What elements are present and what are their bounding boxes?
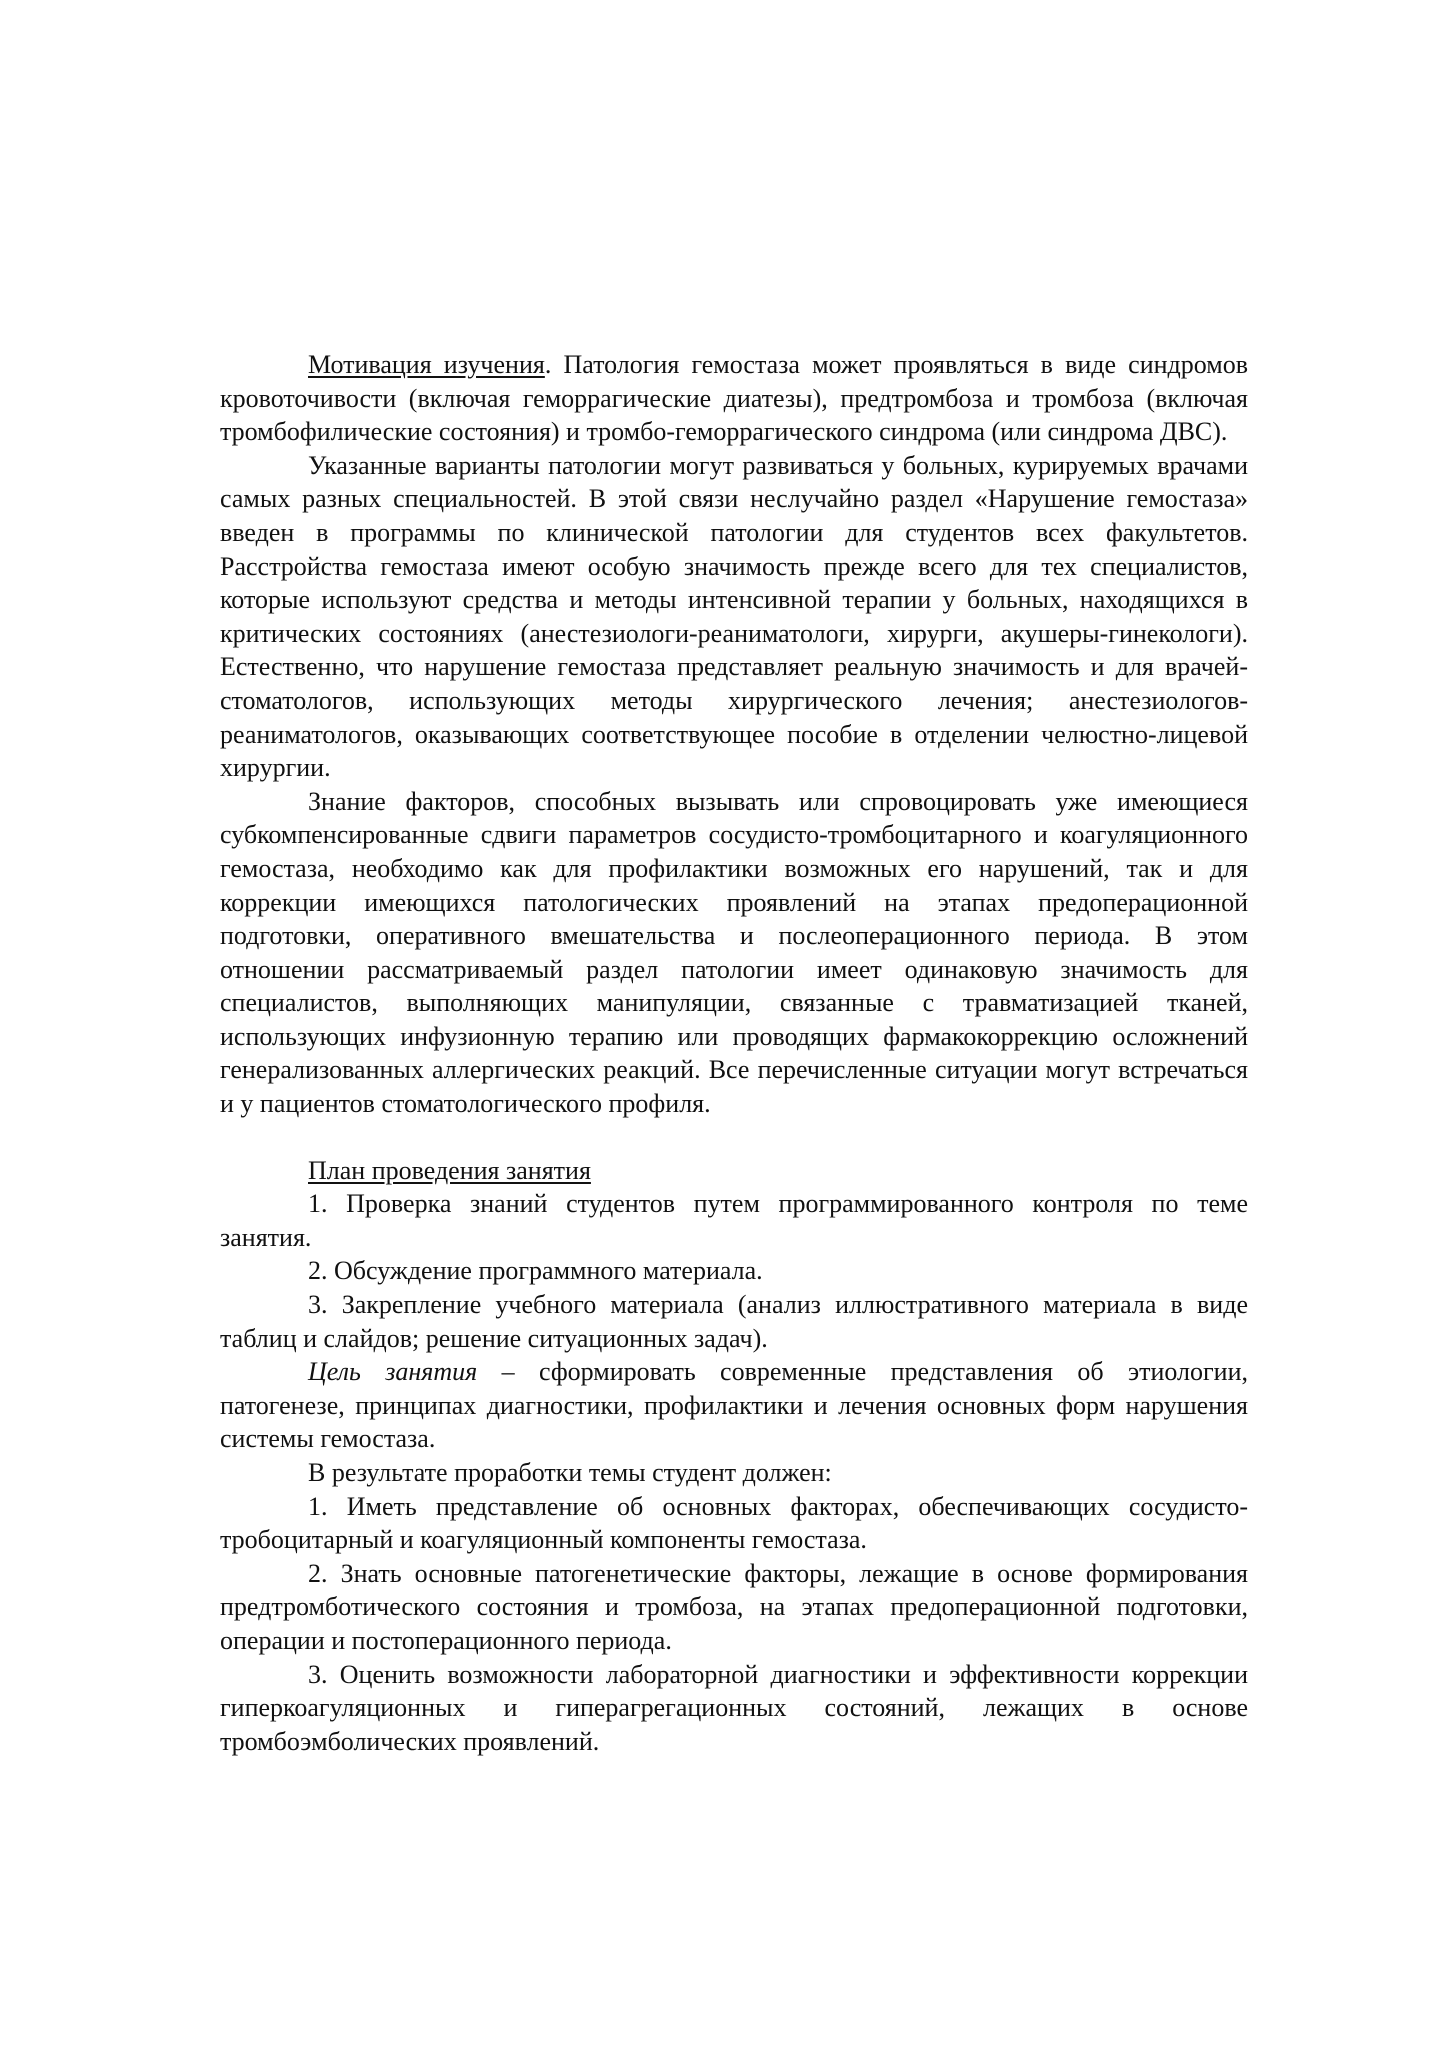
motivation-paragraph-3: Знание факторов, способных вызывать или спровоцировать уже имеющиеся субкомпенсированные сдвиги параметров сосудисто-тромбоцитарного и коагуляционного гемостаза, необходимо как для профилактики возможных его нарушений, так и для коррекции имеющихся патологических проявлений на этапах предоперационной подготовки, оперативного вмешательства и послеоперационного периода. В этом отношении рассматриваемый раздел патологии имеет одинаковую значимость для специалистов, выполняющих манипуляции, связанные с травматизацией тканей, использующих инфузионную терапию или проводящих фармакокоррекцию осложнений генерализованных аллергических реакций. Все перечисленные ситуации могут встречаться и у пациентов стоматологического профиля. [220, 786, 1248, 1119]
section-gap [220, 1121, 1248, 1154]
goal-text: – сформировать современные представления об этиологии, патогенезе, принципах диагностики, профилактики и лечения основных форм нарушения системы гемостаза. [220, 1357, 1249, 1454]
plan-heading-paragraph [220, 1154, 1248, 1188]
plan-heading: План проведения занятия [308, 1155, 591, 1185]
motivation-heading: Мотивация изучения [308, 350, 545, 379]
goal-paragraph [220, 1355, 1248, 1456]
outcome-item: 2. Знать основные патогенетические факторы, лежащие в основе формирования предтромботического состояния и тромбоза, на этапах предоперационной подготовки, операции и постоперационного периода. [220, 1558, 1248, 1655]
plan-item: 3. Закрепление учебного материала (анализ иллюстративного материала в виде таблиц и слайдов; решение ситуационных задач). [220, 1290, 1248, 1353]
plan-item: 2. Обсуждение программного материала. [308, 1256, 763, 1286]
outcome-item: 3. Оценить возможности лабораторной диагностики и эффективности коррекции гиперкоагуляционных и гиперагрегационных состояний, лежащих в основе тромбоэмболических проявлений. [220, 1659, 1248, 1756]
motivation-text: . Патология гемостаза может проявляться в виде синдромов кровоточивости (включая геморрагические диатезы), предтромбоза и тромбоза (включая тромбофилические состояния) и тромбо-геморрагического синдрома (или синдрома ДВС). [220, 350, 1248, 447]
outcome-item: 1. Иметь представление об основных факторах, обеспечивающих сосудисто-тробоцитарный и коагуляционный компоненты гемостаза. [220, 1491, 1248, 1555]
motivation-paragraph-2: Указанные варианты патологии могут развиваться у больных, курируемых врачами самых разных специальностей. В этой связи неслучайно раздел «Нарушение гемостаза» введен в программы по клинической патологии для студентов всех факультетов. Расстройства гемостаза имеют особую значимость прежде всего для тех специалистов, которые используют средства и методы интенсивной терапии у больных, находящихся в критических состояниях (анестезиологи-реаниматологи, хирурги, акушеры-гинекологи). Естественно, что нарушение гемостаза представляет реальную значимость и для врачей-стоматологов, использующих методы хирургического лечения; анестезиологов-реаниматологов, оказывающих соответствующее пособие в отделении челюстно-лицевой хирургии. [220, 450, 1248, 783]
plan-item: 1. Проверка знаний студентов путем программированного контроля по теме занятия. [220, 1189, 1248, 1252]
outcomes-intro: В результате проработки темы студент должен: [308, 1458, 832, 1487]
motivation-paragraph [220, 348, 1248, 449]
goal-label: Цель занятия [308, 1357, 478, 1387]
document-page [220, 348, 1248, 1758]
